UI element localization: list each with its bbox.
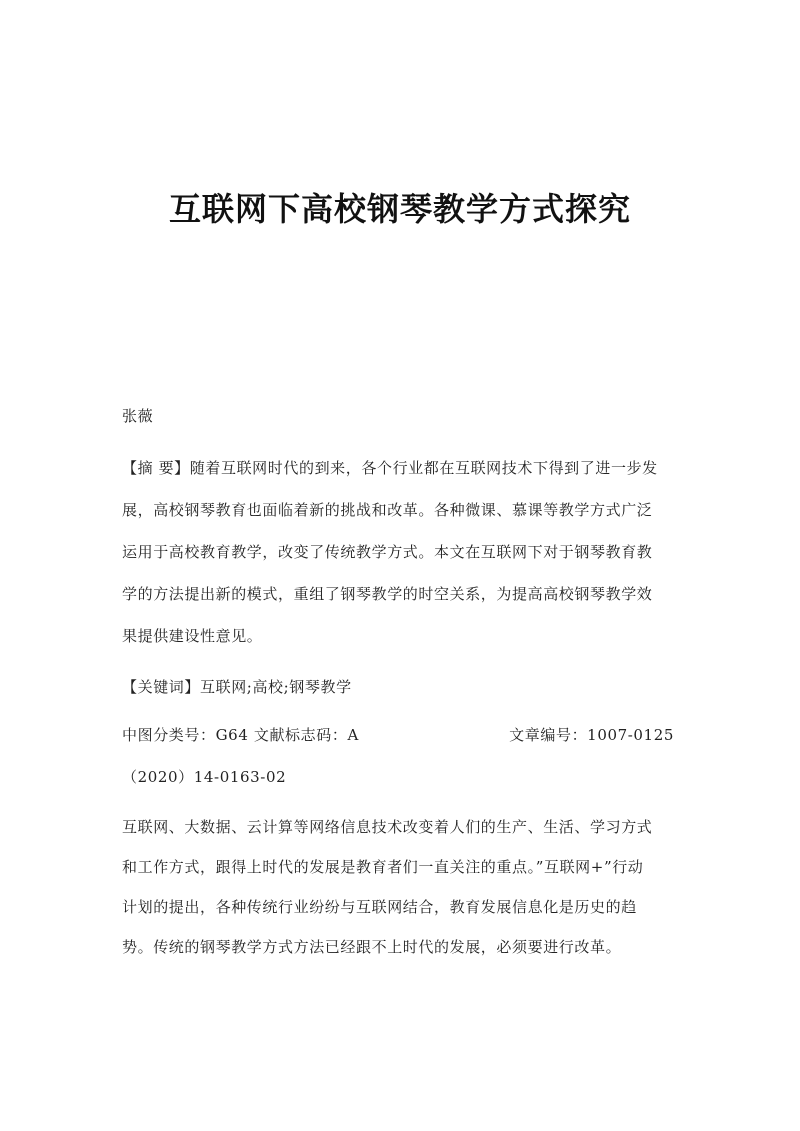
classification-code: 中图分类号：G64 文献标志码：A xyxy=(122,726,359,744)
article-number: 文章编号：1007-0125 xyxy=(509,726,674,744)
abstract-line: 果提供建设性意见。 xyxy=(122,627,263,645)
article-number-continuation: （2020）14-0163-02 xyxy=(122,768,287,786)
abstract-line: 展，高校钢琴教育也面临着新的挑战和改革。各种微课、慕课等教学方式广泛 xyxy=(122,501,653,519)
document-title: 互联网下高校钢琴教学方式探究 xyxy=(168,190,631,228)
keywords: 【关键词】互联网;高校;钢琴教学 xyxy=(122,678,352,696)
abstract-line: 运用于高校教育教学，改变了传统教学方式。本文在互联网下对于钢琴教育教 xyxy=(122,543,653,561)
body-line: 势。传统的钢琴教学方式方法已经跟不上时代的发展，必须要进行改革。 xyxy=(122,938,622,956)
body-line: 互联网、大数据、云计算等网络信息技术改变着人们的生产、生活、学习方式 xyxy=(122,818,653,836)
abstract-line: 学的方法提出新的模式，重组了钢琴教学的时空关系，为提高高校钢琴教学效 xyxy=(122,585,653,603)
author-name: 张薇 xyxy=(122,407,154,425)
body-line: 计划的提出，各种传统行业纷纷与互联网结合，教育发展信息化是历史的趋 xyxy=(122,898,637,916)
abstract-line: 【摘 要】随着互联网时代的到来，各个行业都在互联网技术下得到了进一步发 xyxy=(122,459,658,477)
body-line: 和工作方式，跟得上时代的发展是教育者们一直关注的重点。”互联网+”行动 xyxy=(122,858,644,876)
